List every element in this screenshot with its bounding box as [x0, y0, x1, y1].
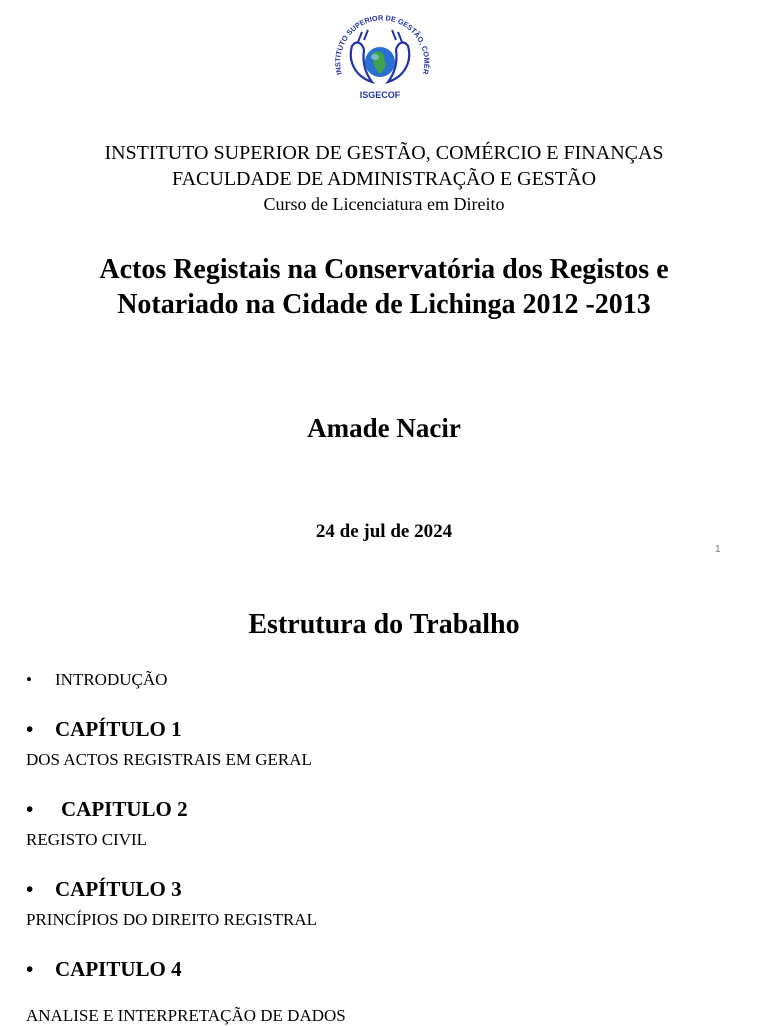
chapter-1-heading — [26, 717, 182, 742]
chapter-4-subtitle: ANALISE E INTERPRETAÇÃO DE DADOS — [26, 1006, 346, 1025]
isgecof-logo — [322, 6, 438, 116]
chapter-3-label: CAPÍTULO 3 — [55, 877, 182, 901]
chapter-4-label: CAPITULO 4 — [55, 957, 182, 981]
document-title-line-1: Actos Registais na Conservatória dos Registos e — [99, 254, 669, 285]
page-number: 1 — [715, 544, 721, 555]
bullet-icon: • — [26, 670, 32, 689]
structure-title: Estrutura do Trabalho — [248, 609, 520, 640]
logo-graphic — [322, 6, 438, 116]
document-title-line-2: Notariado na Cidade de Lichinga 2012 -2013 — [117, 289, 651, 320]
bullet-icon: • — [26, 717, 34, 741]
bullet-icon: • — [26, 797, 34, 821]
logo-ring-text: INSTITUTO SUPERIOR DE GESTÃO, COMÉR — [333, 13, 432, 76]
chapter-2-subtitle: REGISTO CIVIL — [26, 830, 148, 849]
course-name: Curso de Licenciatura em Direito — [263, 194, 505, 214]
intro-label: INTRODUÇÃO — [55, 670, 168, 689]
document-date: 24 de jul de 2024 — [315, 521, 453, 542]
bullet-icon: • — [26, 877, 34, 901]
chapter-4-heading — [26, 957, 182, 982]
chapter-1-subtitle: DOS ACTOS REGISTRAIS EM GERAL — [26, 750, 312, 769]
chapter-3-heading — [26, 877, 182, 902]
bullet-icon: • — [26, 957, 34, 981]
chapter-2-label: CAPITULO 2 — [61, 797, 188, 821]
institution-name: INSTITUTO SUPERIOR DE GESTÃO, COMÉRCIO E FINANÇAS — [104, 142, 664, 164]
logo-abbreviation: ISGECOF — [359, 90, 401, 100]
chapter-3-subtitle: PRINCÍPIOS DO DIREITO REGISTRAL — [26, 910, 318, 929]
author-name: Amade Nacir — [307, 413, 461, 443]
intro-item — [26, 670, 167, 690]
chapter-2-heading — [26, 797, 188, 822]
faculty-name: FACULDADE DE ADMINISTRAÇÃO E GESTÃO — [171, 168, 597, 190]
chapter-1-label: CAPÍTULO 1 — [55, 717, 182, 741]
